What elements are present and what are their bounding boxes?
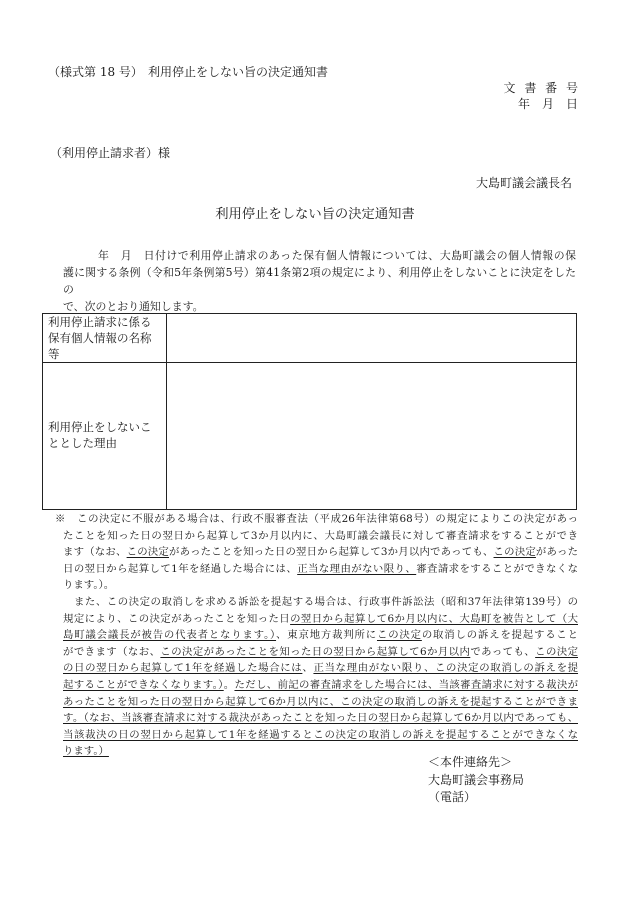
body-paragraph bbox=[63, 247, 576, 315]
note-text: ができます（なお、 bbox=[63, 645, 161, 658]
recipient: （利用停止請求者）様 bbox=[50, 146, 171, 160]
document-number-label: 文 書 番 号 bbox=[503, 81, 578, 95]
body-line: で、次のとおり通知します。 bbox=[63, 300, 204, 313]
info-table bbox=[42, 313, 577, 510]
note-text-underlined: す。（なお、当該審査請求に対する裁決があったことを知った日の翌日から起算して6か月以内であっても、 bbox=[63, 712, 578, 725]
note-text: 日の翌日から起算して1年を経過した場合には、 bbox=[63, 562, 298, 575]
note-line bbox=[63, 644, 578, 661]
contact-office: 大島町議会事務局 bbox=[428, 772, 525, 787]
table-label-cell bbox=[43, 314, 167, 362]
note-line bbox=[63, 694, 578, 711]
table-row bbox=[43, 314, 576, 363]
note-text-underlined: この決定 bbox=[493, 546, 536, 559]
note-text: の取消しの訴えを提起すること bbox=[421, 629, 579, 642]
notes bbox=[55, 511, 579, 760]
note-paragraph bbox=[55, 511, 579, 594]
note-line bbox=[63, 660, 578, 677]
note-text-underlined: この決定 bbox=[376, 629, 422, 642]
note-text: があったことを知った日の翌日から起算して3か月以内であっても、 bbox=[168, 546, 494, 559]
note-text: であっても、 bbox=[470, 645, 536, 658]
date-label: 年 月 日 bbox=[517, 97, 578, 111]
note-text: ます（なお、 bbox=[63, 546, 127, 559]
note-text-underlined: 島町議会議長が被告の代表者となります。） bbox=[63, 629, 277, 642]
note-line bbox=[63, 677, 578, 694]
note-line bbox=[63, 594, 578, 611]
body-line: 年 月 日付けで利用停止請求のあった保有個人情報については、大島町議会の個人情報の保 bbox=[98, 249, 576, 262]
note-text: 審査請求をすることができなくな bbox=[416, 562, 579, 575]
note-text-underlined: あったことを知った日の翌日から起算して6か月以内に、この決定の取消しの訴えを提起することができま bbox=[63, 695, 578, 708]
note-text-underlined: 当該裁決の日の翌日から起算して1年を経過するとこの決定の取消しの訴えを提起することができなくな bbox=[63, 728, 578, 741]
note-text-underlined: この決定 bbox=[126, 546, 169, 559]
body-line: 護に関する条例（令和5年条例第5号）第41条第2項の規定により、利用停止をしないことに決定をしたの bbox=[63, 266, 576, 296]
note-text-underlined: の翌日から起算して6か月以内に、大島町を被告として（大 bbox=[290, 612, 578, 625]
page-title: 利用停止をしない旨の決定通知書 bbox=[215, 207, 415, 222]
note-text-underlined: 正当な理由がない限り、この決定の取消しの訴えを提 bbox=[313, 662, 579, 675]
note-text: があった bbox=[535, 546, 579, 559]
note-text-underlined: この決定 bbox=[535, 645, 578, 658]
note-line bbox=[63, 627, 578, 644]
note-line bbox=[55, 511, 578, 528]
note-paragraph bbox=[63, 594, 578, 760]
note-text: ※ この決定に不服がある場合は、行政不服審査法（平成26年法律第68号）の規定によりこの決定があっ bbox=[55, 513, 578, 525]
contact-heading: ＜本件連絡先＞ bbox=[428, 755, 513, 769]
form-title-small: 利用停止をしない旨の決定通知書 bbox=[148, 65, 329, 79]
note-text-underlined: の日の翌日から起算して1年を経過した場合には bbox=[63, 662, 303, 675]
note-line bbox=[63, 727, 578, 744]
note-text: ります。）。 bbox=[63, 579, 115, 592]
table-label: 利用停止請求に係る保有個人情報の名称等 bbox=[48, 315, 152, 361]
note-text: たことを知った日の翌日から起算して3か月以内に、大島町議会議長に対して審査請求をすることができ bbox=[63, 529, 578, 542]
note-line bbox=[63, 528, 578, 545]
form-number: （様式第 18 号） bbox=[48, 65, 143, 79]
note-line bbox=[63, 710, 578, 727]
note-line bbox=[63, 611, 578, 628]
sender: 大島町議会議長名 bbox=[476, 176, 573, 190]
table-label-cell bbox=[43, 363, 167, 509]
note-text-underlined: 起することができなくなります。） bbox=[63, 678, 224, 691]
note-text: また、この決定の取消しを求める訴訟を提起する場合は、行政事件訴訟法（昭和37年法律第139号）の bbox=[63, 595, 578, 608]
note-text: 、 bbox=[302, 662, 314, 675]
note-text: 、東京地方裁判所に bbox=[276, 629, 377, 642]
table-label: 利用停止をしないこととした理由 bbox=[48, 420, 152, 450]
table-value-cell bbox=[167, 314, 576, 362]
table-row bbox=[43, 363, 576, 509]
note-text: 。 bbox=[223, 678, 235, 691]
note-line bbox=[63, 544, 578, 561]
note-text-underlined: ります。） bbox=[63, 745, 109, 758]
note-text-underlined: 正当な理由がない限り、 bbox=[297, 562, 417, 575]
note-text-underlined: この決定があったことを知った日の翌日から起算して6か月以内 bbox=[160, 645, 471, 658]
contact-phone: （電話） bbox=[428, 790, 477, 804]
note-line bbox=[63, 577, 578, 594]
contact-block bbox=[428, 754, 524, 807]
table-value-cell bbox=[167, 363, 576, 509]
note-text-underlined: ただし、前記の審査請求をした場合には、当該審査請求に対する裁決が bbox=[234, 678, 578, 691]
note-text: 規定により、この決定があったことを知った日 bbox=[63, 612, 291, 625]
note-line bbox=[63, 561, 578, 578]
